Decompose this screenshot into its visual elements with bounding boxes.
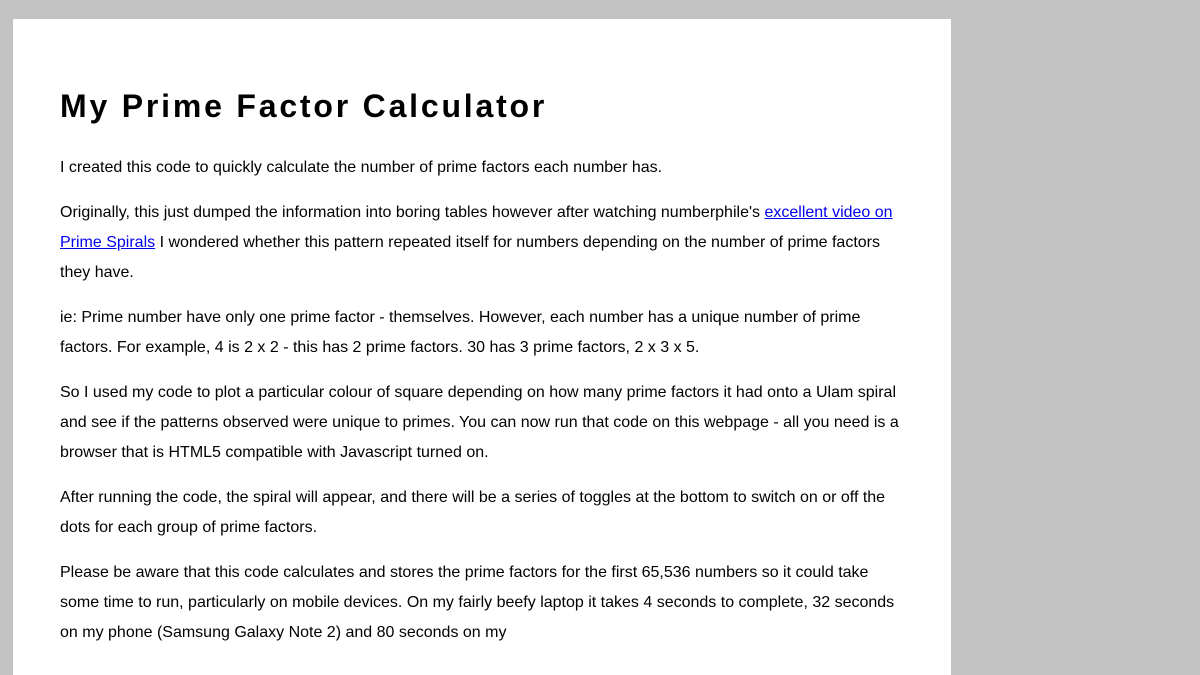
page-content [13,19,951,675]
paragraph-intro: I created this code to quickly calculate the number of prime factors each number has. [60,158,663,176]
paragraph-explanation: ie: Prime number have only one prime factor - themselves. However, each number has a unique number of prime factors. For example, 4 is 2 x 2 - this has 2 prime factors. 30 has 3 prime factors, 2 x 3 x 5. [60,308,861,356]
prime-spirals-link[interactable]: excellent video on Prime Spirals [60,203,893,251]
paragraph-origin [60,198,906,288]
paragraph-ulam-spiral: So I used my code to plot a particular colour of square depending on how many prime factors it had onto a Ulam spiral and see if the patterns observed were unique to primes. You can now run that code on this webpage - all you need is a browser that is HTML5 compatible with Javascript turned on. [60,383,899,461]
paragraph-toggles: After running the code, the spiral will appear, and there will be a series of toggles at the bottom to switch on or off the dots for each group of prime factors. [60,488,886,536]
paragraph-performance: Please be aware that this code calculates and stores the prime factors for the first 65,536 numbers so it could take some time to run, particularly on mobile devices. On my fairly beefy laptop it takes 4 seconds to complete, 32 seconds on my phone (Samsung Galaxy Note 2) and 80 seconds on my [60,563,895,641]
paragraph-origin-after: I wondered whether this pattern repeated itself for numbers depending on the number of prime factors they have. [60,233,880,281]
page-title: My Prime Factor Calculator [60,88,548,124]
paragraph-origin-before: Originally, this just dumped the information into boring tables however after watching numberphile's [60,203,765,221]
